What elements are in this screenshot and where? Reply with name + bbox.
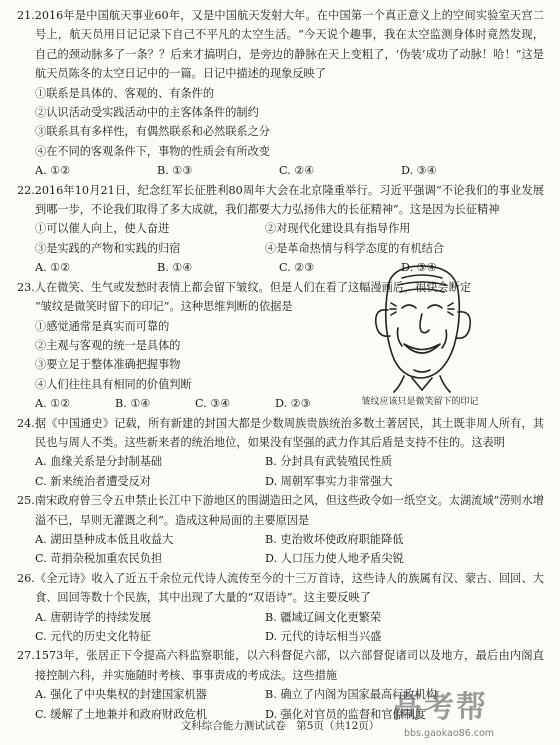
choice-c: C. 新来统治者遭受反对 [35, 474, 151, 488]
question-stem: 24.据《中国通史》记载，所有新建的封国大都是少数周族贵族统治多数土著居民，其土既非周人所有，其民也与周人不类。这些新来者的统治地位，如果没有坚强的武力作其后盾是支持不住的。这表明 [17, 416, 544, 449]
statement-item: ④在不同的客观条件下，事物的性质会有所改变 [35, 144, 270, 158]
choice-c: C. ②③ [279, 261, 315, 275]
cartoon-caption: 皱纹应该只是微笑留下的印记 [361, 397, 479, 407]
choice-d: D. 人口压力使人地矛盾尖锐 [265, 552, 404, 566]
question-stem-continued: “皱纹是微笑时留下的印记”。这种思维判断的依据是 [35, 300, 293, 314]
choice-b: B. 吏治败坏使政府职能降低 [265, 532, 404, 546]
choice-d: D. 强化对官员的监督和官僚制度 [265, 707, 427, 721]
statement-item: ①感觉通常是真实而可靠的 [35, 319, 170, 333]
choice-row [17, 161, 544, 180]
choice-row [17, 549, 544, 568]
statement-item: ①可以催人向上，使人奋进 [35, 222, 170, 236]
statement-item: ②对现代化建设具有指导作用 [265, 222, 411, 236]
choice-a: A. 湖田垦种成本低且收益大 [35, 532, 174, 546]
choice-c: C. 缓解了土地兼并和政府财政危机 [35, 707, 207, 721]
choice-row [17, 472, 544, 491]
statement-item: ③是实践的产物和实践的归宿 [35, 241, 181, 255]
choice-b: B. 疆域辽阔文化更繁荣 [265, 610, 382, 624]
choice-d: D. ③④ [401, 164, 437, 178]
choice-d: D. 元代的诗坛相当兴盛 [265, 630, 382, 643]
choice-b: B. 分封具有武装殖民性质 [265, 455, 393, 469]
question-stem: 27.1573年，张居正下令提高六科监察职能，以六科督促六部，以六部督促诸司以及地方，最后由内阁直接控制六科，并实施随时考核、事事责成的考成法。这些措施 [17, 649, 544, 682]
choice-d: D. ③④ [401, 261, 437, 275]
choice-row [17, 530, 544, 549]
choice-c: C. ③④ [195, 397, 231, 411]
question-26 [17, 569, 544, 647]
statement-item: ③要立足于整体准确把握事物 [35, 358, 181, 372]
choice-b: B. ①④ [157, 261, 193, 275]
question-21 [17, 6, 544, 181]
watermark-logo-text: 高考帮 [392, 690, 488, 725]
statement-row [17, 239, 544, 258]
choice-row [17, 452, 544, 471]
statement-item: ④是革命热情与科学态度的有机结合 [265, 241, 445, 255]
question-stem: 22.2016年10月21日，纪念红军长征胜利80周年大会在北京隆重举行。习近平强调“不论我们的事业发展到哪一步，不论我们取得了多大成就，我们都要大力弘扬伟大的长征精神”。这是因为长征精神 [17, 183, 544, 217]
watermark [392, 690, 560, 745]
watermark-url: bbs.gaokao86.com [404, 728, 495, 739]
page-footer: 文科综合能力测试试卷 第5页（共12页） [180, 720, 380, 732]
choice-c: C. 苛捐杂税加重农民负担 [35, 552, 163, 566]
choice-a: A. ①② [35, 397, 71, 411]
question-stem: 21.2016年是中国航天事业60年，又是中国航天发射大年。在中国第一个真正意义上的空间实验室天宫二号上，航天员用日记记录下自己不平凡的太空生活。“今天说个趣事，我在太空监测身体时竟然发现，自己的颈动脉多了一条？？后来才搞明白，是旁边的静脉在天上变粗了，‘伪装’成功了动脉！哈！”这是航天员陈冬的太空日记中的一篇。日记中描述的现象反映了 [17, 9, 544, 81]
choice-d: D. ②③ [275, 397, 311, 411]
choice-row [17, 627, 544, 646]
choice-a: A. ①② [35, 261, 71, 275]
statement-item: ①联系是具体的、客观的、有条件的 [35, 86, 215, 100]
smiling-face-icon [330, 258, 510, 394]
choice-d: D. 周朝军事实力非常强大 [265, 474, 393, 488]
statement-item: ④人们往往具有相同的价值判断 [35, 377, 192, 391]
statement-item: ②主观与客观的统一是具体的 [35, 338, 181, 352]
question-stem: 25.南宋政府曾三令五申禁止长江中下游地区的围湖造田之风，但这些政令如一纸空文。太湖流域“涝则水增溢不已，旱则无灌溉之利”。造成这种局面的主要原因是 [17, 494, 544, 527]
statement-item: ②认识活动受实践活动中的主客体条件的制约 [35, 106, 259, 120]
question-25 [17, 491, 544, 569]
statement-item: ③联系具有多样性，有偶然联系和必然联系之分 [35, 125, 270, 139]
choice-row [17, 394, 357, 413]
question-stem: 26.《全元诗》收入了近五千余位元代诗人流传至今的十三万首诗，这些诗人的族属有汉、蒙古、回回、大食、回回等数十个民族，其中出现了大量的“双语诗”。这主要反映了 [17, 571, 544, 605]
choice-b: B. ①③ [157, 164, 193, 178]
choice-a: A. 唐朝诗学的持续发展 [35, 610, 151, 624]
choice-a: A. 强化了中央集权的封建国家机器 [35, 688, 207, 702]
choice-row [17, 608, 544, 627]
question-stem: 23.人在微笑、生气或发愁时表情上都会留下皱纹。但是人们在看了这幅漫画后，很快会断定 [17, 280, 472, 294]
choice-b: B. ①④ [115, 397, 151, 411]
choice-c: C. 元代的历史文化特征 [35, 630, 151, 643]
choice-a: A. 血缘关系是分封制基础 [35, 455, 163, 469]
choice-b: B. 确立了内阁为国家最高行政机构 [265, 688, 437, 702]
statement-row [17, 219, 544, 238]
choice-a: A. ①② [35, 164, 71, 178]
cartoon-figure [330, 258, 510, 430]
choice-c: C. ②④ [279, 164, 315, 178]
